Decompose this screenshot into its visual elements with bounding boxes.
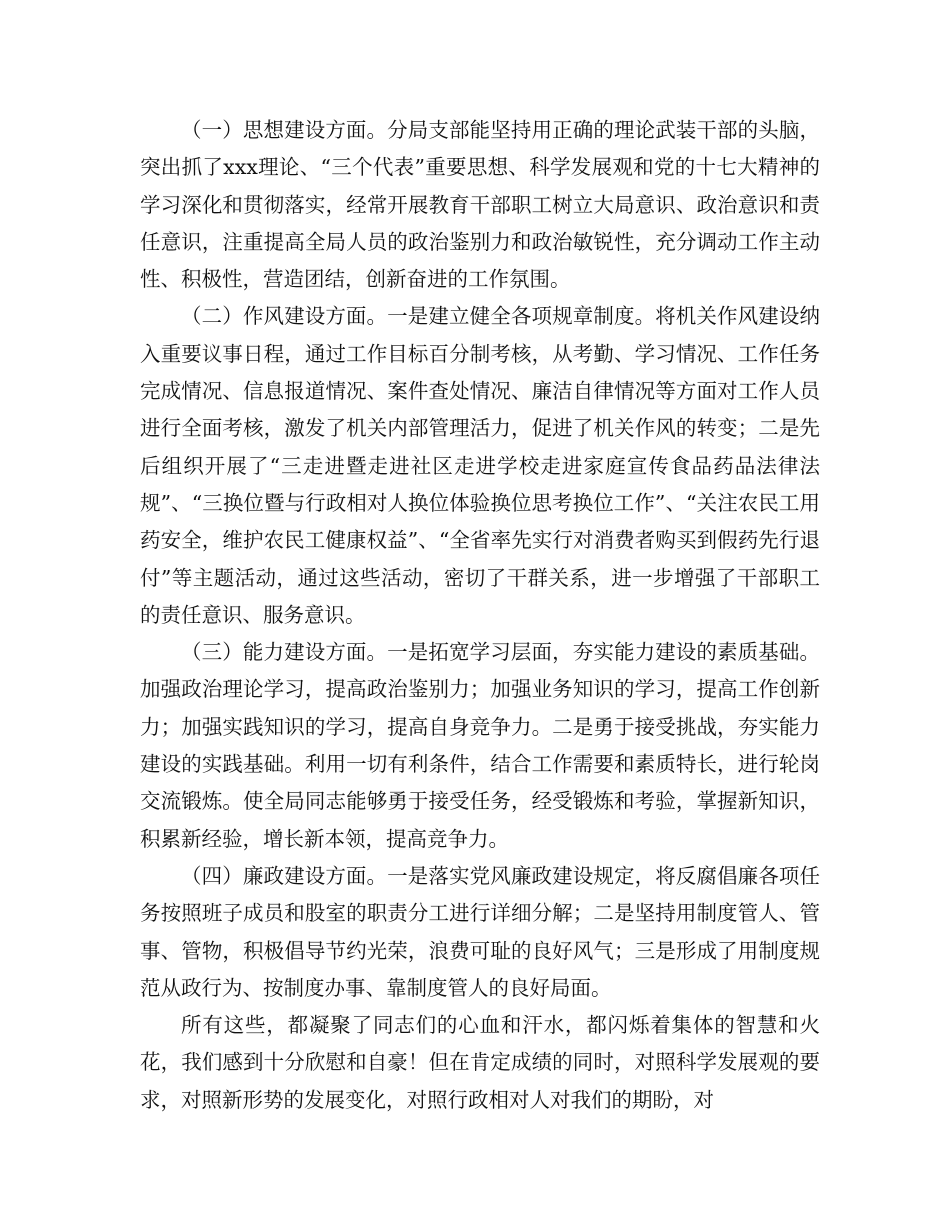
paragraph-work-style-building: （二）作风建设方面。一是建立健全各项规章制度。将机关作风建设纳入重要议事日程，通过工作目标百分制考核，从考勤、学习情况、工作任务完成情况、信息报道情况、案件查处情况、廉洁自律情况等方面对工作人员进行全面考核，激发了机关内部管理活力，促进了机关作风的转变；二是先后组织开展了“三走进暨走进社区走进学校走进家庭宣传食品药品法律法规”、“三换位暨与行政相对人换位体验换位思考换位工作”、“关注农民工用药安全，维护农民工健康权益”、“全省率先实行对消费者购买到假药先行退付”等主题活动，通过这些活动，密切了干群关系，进一步增强了干部职工的责任意识、服务意识。 xyxy=(140,304,820,627)
paragraph-integrity-building: （四）廉政建设方面。一是落实党风廉政建设规定，将反腐倡廉各项任务按照班子成员和股室的职责分工进行详细分解；二是坚持用制度管人、管事、管物，积极倡导节约光荣，浪费可耻的良好风气；三是形成了用制度规范从政行为、按制度办事、靠制度管人的良好局面。 xyxy=(140,863,820,1000)
paragraph-summary: 所有这些，都凝聚了同志们的心血和汗水，都闪烁着集体的智慧和火花，我们感到十分欣慰和自豪！但在肯定成绩的同时，对照科学发展观的要求，对照新形势的发展变化，对照行政相对人对我们的期盼，对 xyxy=(140,1013,820,1112)
paragraph-capacity-building: （三）能力建设方面。一是拓宽学习层面，夯实能力建设的素质基础。加强政治理论学习，提高政治鉴别力；加强业务知识的学习，提高工作创新力；加强实践知识的学习，提高自身竞争力。二是勇于接受挑战，夯实能力建设的实践基础。利用一切有利条件，结合工作需要和素质特长，进行轮岗交流锻炼。使全局同志能够勇于接受任务，经受锻炼和考验，掌握新知识，积累新经验，增长新本领，提高竞争力。 xyxy=(140,640,820,851)
document-body xyxy=(140,112,820,1119)
paragraph-ideology-building: （一）思想建设方面。分局支部能坚持用正确的理论武装干部的头脑，突出抓了xxx理论、“三个代表”重要思想、科学发展观和党的十七大精神的学习深化和贯彻落实，经常开展教育干部职工树立大局意识、政治意识和责任意识，注重提高全局人员的政治鉴别力和政治敏锐性，充分调动工作主动性、积极性，营造团结，创新奋进的工作氛围。 xyxy=(140,118,820,292)
